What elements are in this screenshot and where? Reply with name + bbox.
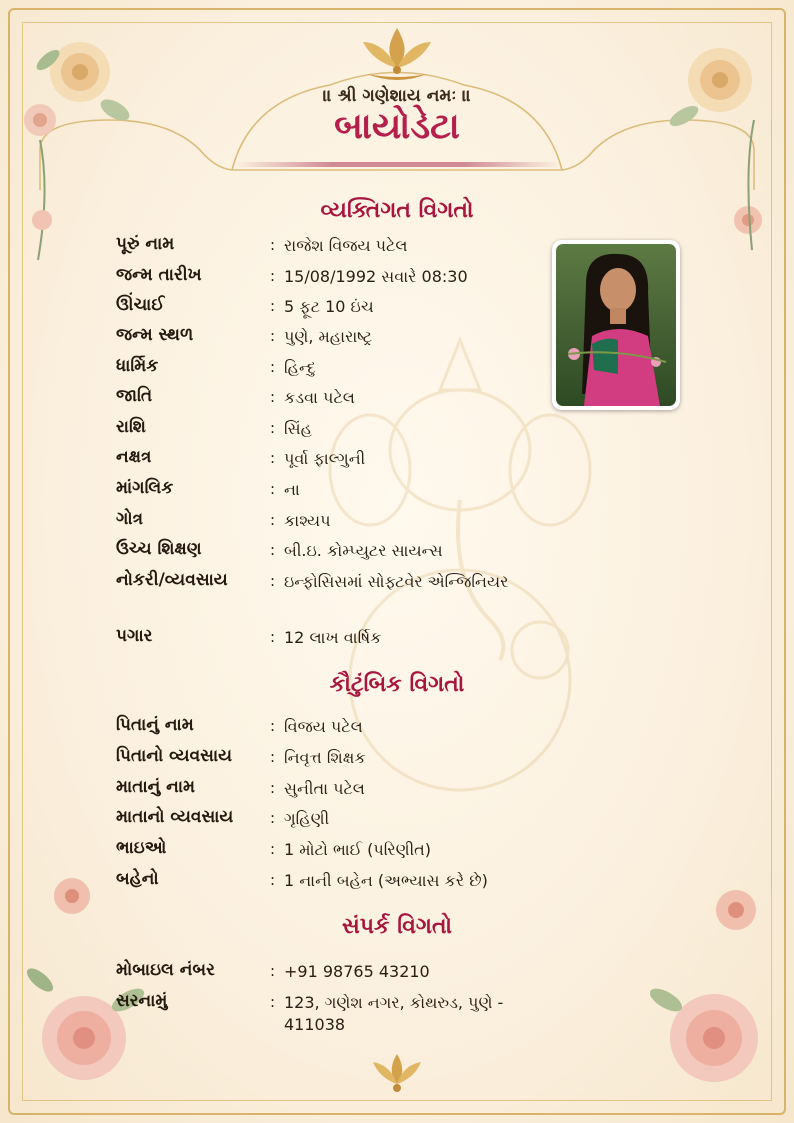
family-field-label: પિતાનો વ્યવસાય — [116, 746, 233, 766]
family-field-row — [116, 777, 576, 807]
invocation-text: ॥ શ્રી ગણેશાય નમઃ ॥ — [322, 86, 472, 106]
separator-colon: : — [270, 962, 276, 980]
personal-field-row — [116, 295, 576, 325]
separator-colon: : — [270, 572, 276, 590]
personal-field-row — [116, 509, 576, 539]
personal-field-label: પૂરું નામ — [116, 234, 175, 254]
separator-colon: : — [270, 779, 276, 797]
contact-field-label: સરનામું — [116, 991, 168, 1011]
family-field-value: સુનીતા પટેલ — [284, 779, 365, 798]
section-title-family: કૌટુંબિક વિગતો — [329, 672, 465, 697]
family-field-row — [116, 838, 576, 868]
personal-field-label: ધાર્મિક — [116, 356, 159, 376]
title-divider — [235, 162, 560, 167]
personal-field-value: 12 લાખ વાર્ષિક — [284, 628, 382, 647]
separator-colon: : — [270, 871, 276, 889]
personal-field-value: ના — [284, 480, 300, 499]
personal-field-row — [116, 539, 576, 569]
personal-field-value: બી.ઇ. કોમ્પ્યુટર સાયન્સ — [284, 541, 443, 560]
personal-field-label: માંગલિક — [116, 478, 174, 498]
family-field-label: બહેનો — [116, 869, 159, 889]
personal-field-value: ઇન્ફોસિસમાં સોફ્ટવેર એન્જિનિયર — [284, 572, 509, 591]
family-field-label: ભાઇઓ — [116, 838, 167, 858]
family-field-value: ગૃહિણી — [284, 809, 330, 828]
contact-field-row — [116, 960, 576, 990]
personal-field-value: સિંહ — [284, 419, 312, 438]
personal-field-row — [116, 265, 576, 295]
separator-colon: : — [270, 748, 276, 766]
personal-field-label: ઊંચાઈ — [116, 295, 165, 315]
personal-field-label: નક્ષત્ર — [116, 447, 152, 467]
separator-colon: : — [270, 809, 276, 827]
family-field-value: નિવૃત્ત શિક્ષક — [284, 748, 366, 767]
separator-colon: : — [270, 840, 276, 858]
section-title-personal: વ્યક્તિગત વિગતો — [320, 198, 474, 223]
personal-field-value: 15/08/1992 સવારે 08:30 — [284, 267, 468, 286]
family-field-row — [116, 715, 576, 745]
separator-colon: : — [270, 327, 276, 345]
contact-field-row — [116, 991, 576, 1034]
separator-colon: : — [270, 449, 276, 467]
personal-field-label: નોકરી/વ્યવસાય — [116, 570, 228, 590]
personal-field-row — [116, 234, 576, 264]
family-field-row — [116, 807, 576, 837]
personal-field-label: જન્મ તારીખ — [116, 265, 202, 285]
personal-field-label: જન્મ સ્થળ — [116, 325, 194, 345]
section-title-contact: સંપર્ક વિગતો — [341, 914, 453, 939]
page-title: બાયોડેટા — [334, 106, 460, 147]
family-field-label: માતાનું નામ — [116, 777, 196, 797]
personal-field-value: પુણે, મહારાષ્ટ્ર — [284, 327, 373, 346]
personal-field-value: રાજેશ વિજય પટેલ — [284, 236, 408, 255]
contact-field-value: 123, ગણેશ નગર, કોથરુડ, પુણે - 411038 — [284, 993, 504, 1034]
personal-field-value: 5 ફૂટ 10 ઇંચ — [284, 297, 374, 316]
family-field-value: 1 મોટો ભાઈ (પરિણીત) — [284, 840, 432, 859]
personal-field-label: જાતિ — [116, 386, 153, 406]
top-ornament-icon — [357, 24, 437, 94]
personal-field-value: હિન્દુ — [284, 358, 316, 377]
personal-field-row — [116, 626, 576, 656]
family-field-row — [116, 746, 576, 776]
separator-colon: : — [270, 628, 276, 646]
separator-colon: : — [270, 388, 276, 406]
personal-field-row — [116, 447, 576, 477]
separator-colon: : — [270, 993, 276, 1011]
personal-field-label: ઉચ્ચ શિક્ષણ — [116, 539, 202, 559]
family-field-row — [116, 869, 576, 899]
separator-colon: : — [270, 267, 276, 285]
personal-field-label: રાશિ — [116, 417, 146, 437]
family-field-value: વિજય પટેલ — [284, 717, 363, 736]
separator-colon: : — [270, 717, 276, 735]
separator-colon: : — [270, 511, 276, 529]
contact-field-value: +91 98765 43210 — [284, 962, 430, 981]
personal-field-row — [116, 478, 576, 508]
personal-field-value: કડવા પટેલ — [284, 388, 355, 407]
separator-colon: : — [270, 236, 276, 254]
separator-colon: : — [270, 419, 276, 437]
personal-field-row — [116, 570, 576, 600]
personal-field-row — [116, 417, 576, 447]
top-right-rose-bouquet-icon — [664, 20, 776, 280]
family-field-label: પિતાનું નામ — [116, 715, 194, 735]
personal-field-value: પૂર્વા ફાલ્ગુની — [284, 449, 366, 468]
personal-field-label: પગાર — [116, 626, 153, 646]
family-field-label: માતાનો વ્યવસાય — [116, 807, 234, 827]
family-field-value: 1 નાની બહેન (અભ્યાસ કરે છે) — [284, 871, 488, 890]
separator-colon: : — [270, 541, 276, 559]
personal-field-row — [116, 386, 576, 416]
bottom-right-rose-bouquet-icon — [644, 860, 774, 1103]
personal-field-label: ગોત્ર — [116, 509, 144, 529]
separator-colon: : — [270, 358, 276, 376]
separator-colon: : — [270, 297, 276, 315]
personal-field-row — [116, 356, 576, 386]
personal-field-row — [116, 325, 576, 355]
separator-colon: : — [270, 480, 276, 498]
personal-field-value: કાશ્યપ — [284, 511, 331, 530]
bottom-ornament-icon — [367, 1048, 427, 1098]
contact-field-label: મોબાઇલ નંબર — [116, 960, 215, 980]
